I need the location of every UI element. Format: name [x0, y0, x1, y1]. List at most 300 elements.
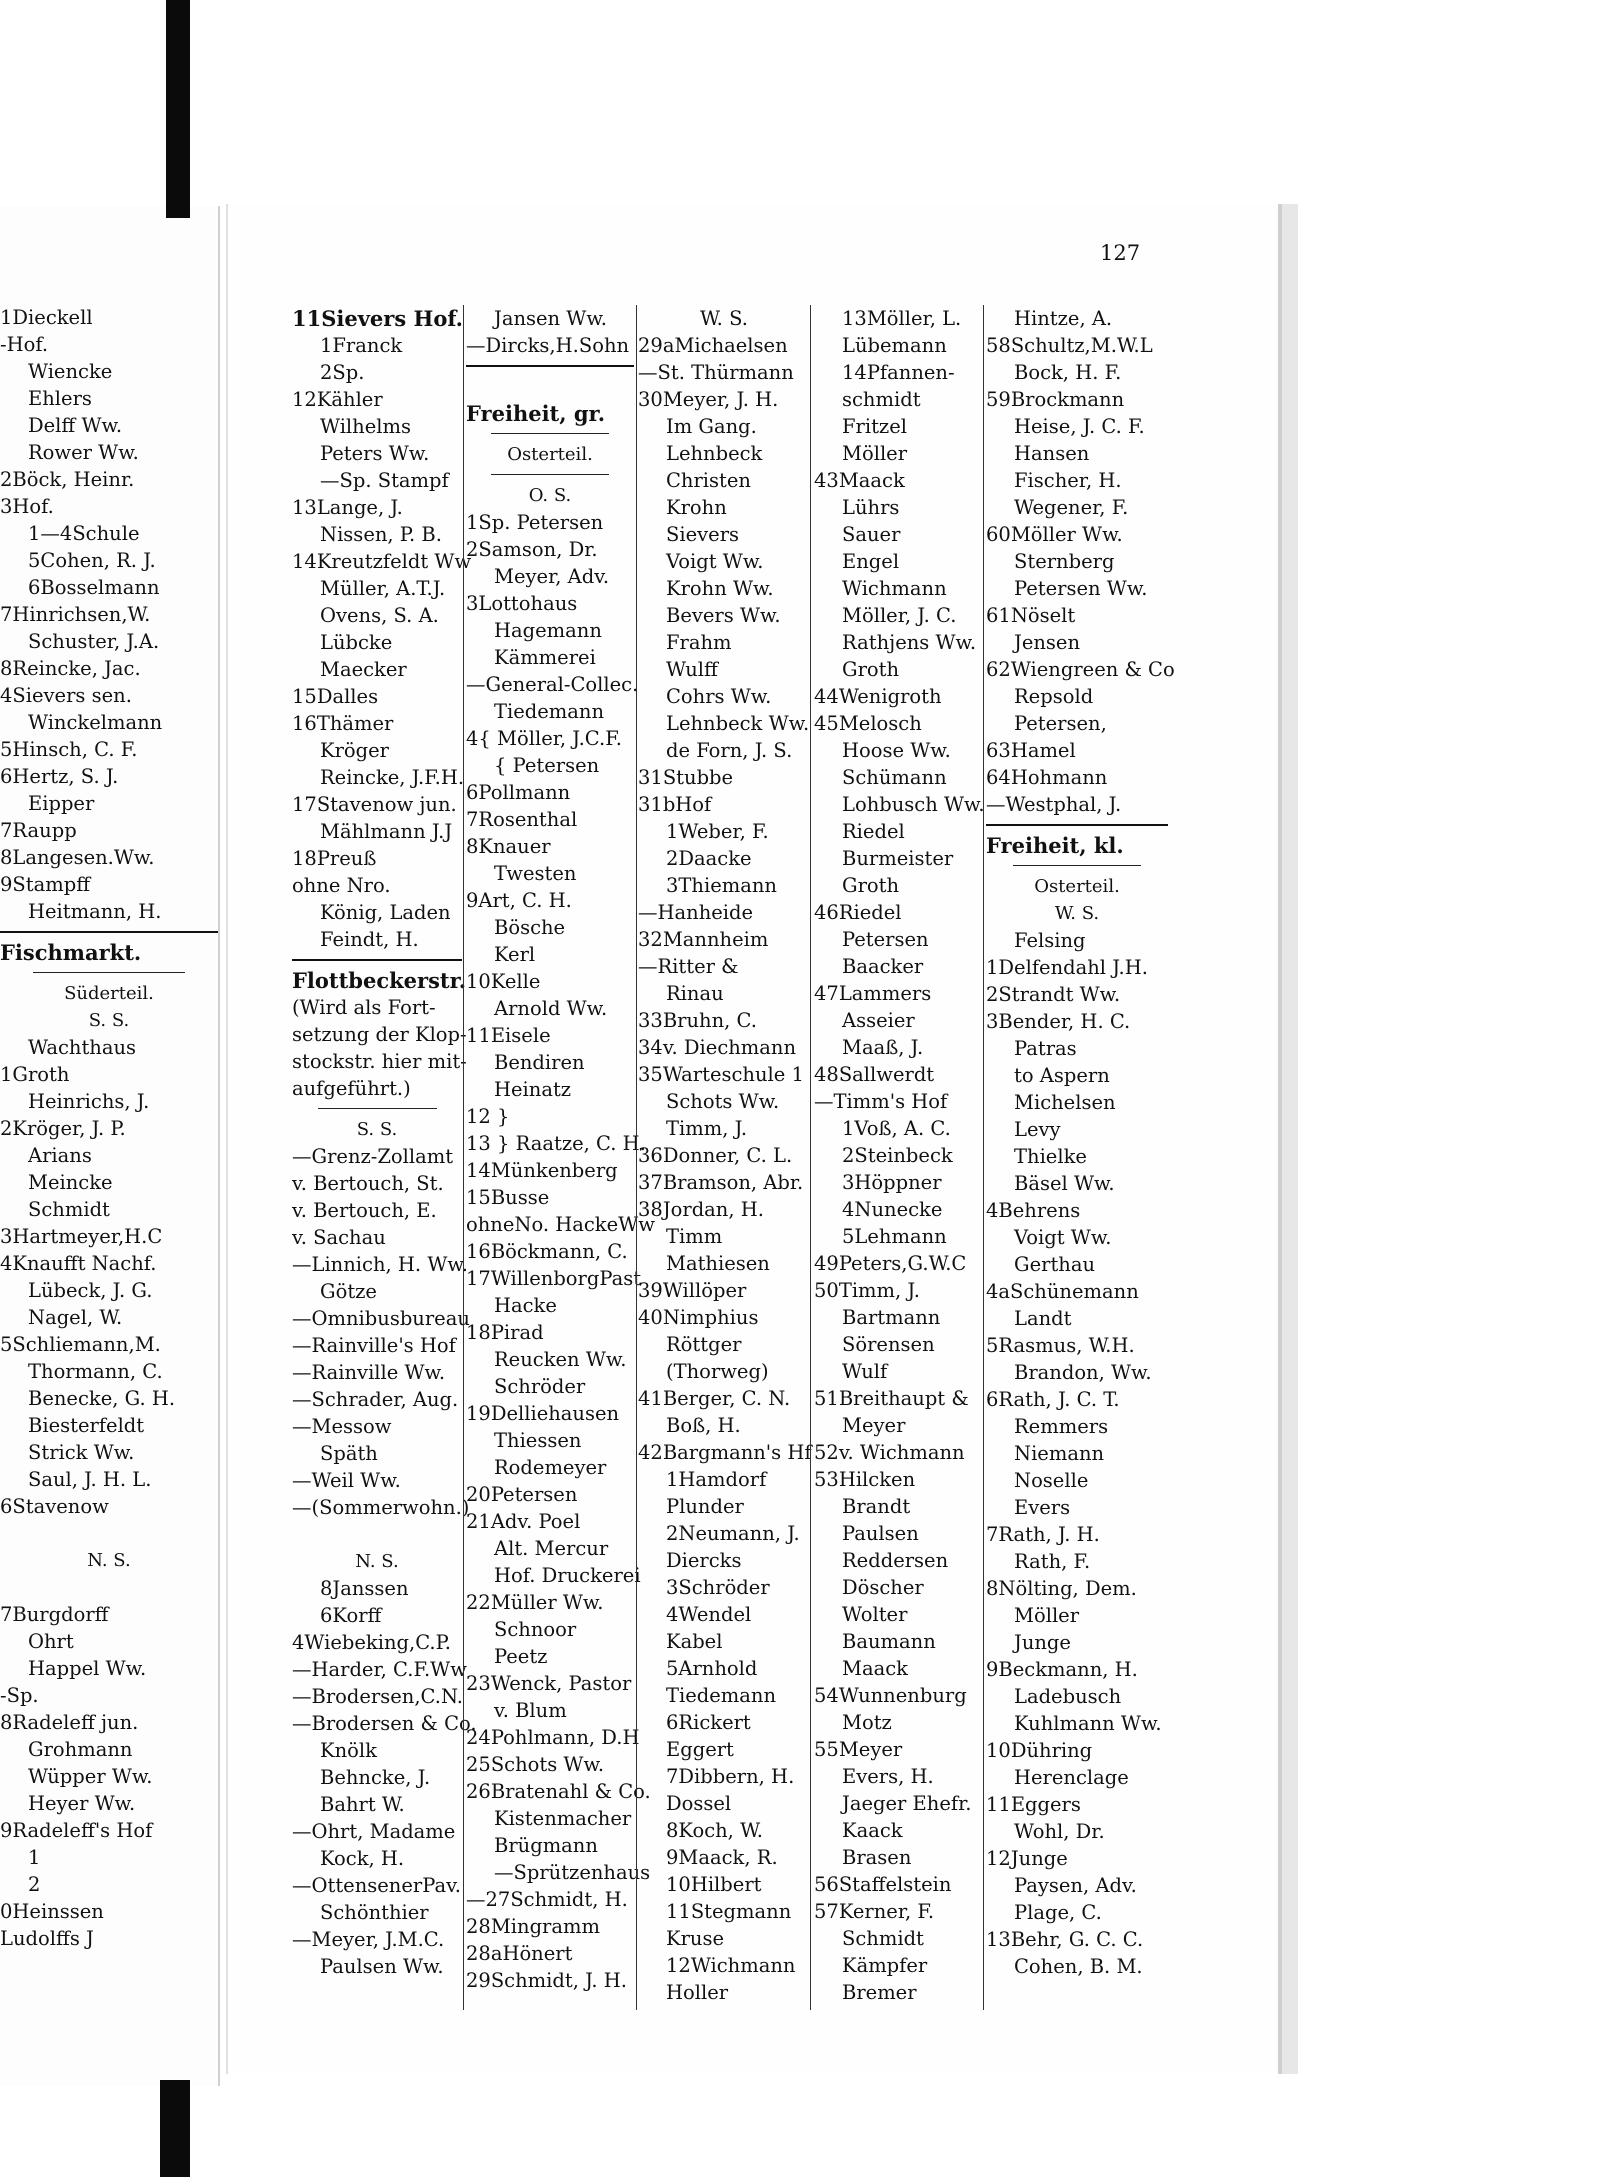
directory-entry: 3Hartmeyer,H.C — [0, 1225, 163, 1248]
directory-entry: 12Wichmann — [666, 1954, 796, 1977]
directory-entry: 34v. Diechmann — [638, 1036, 797, 1059]
column-divider — [810, 305, 811, 2010]
directory-entry: stockstr. hier mit- — [292, 1050, 467, 1073]
directory-entry: 4Wiebeking,C.P. — [292, 1631, 451, 1654]
directory-entry: Nissen, P. B. — [320, 523, 442, 546]
directory-entry: 8Radeleff jun. — [0, 1711, 139, 1734]
directory-entry: Röttger — [666, 1333, 742, 1356]
directory-entry: 17WillenborgPast — [466, 1267, 642, 1290]
directory-entry: Rath, F. — [1014, 1550, 1091, 1573]
directory-entry: 38Jordan, H. — [638, 1198, 764, 1221]
directory-entry: 1Weber, F. — [666, 820, 769, 843]
directory-entry: v. Bertouch, E. — [292, 1199, 437, 1222]
directory-entry: schmidt — [842, 388, 921, 411]
directory-entry: 44Wenigroth — [814, 685, 942, 708]
directory-entry: 35Warteschule 1 — [638, 1063, 804, 1086]
directory-entry: Peetz — [494, 1645, 548, 1668]
directory-entry: 6Korff — [320, 1604, 382, 1627]
directory-entry: Ovens, S. A. — [320, 604, 439, 627]
directory-entry: 5Rasmus, W.H. — [986, 1334, 1135, 1357]
directory-entry: Meyer, Adv. — [494, 565, 610, 588]
directory-entry: 1Dieckell — [0, 306, 93, 329]
directory-entry: 14Pfannen- — [842, 361, 955, 384]
left-page-column — [0, 304, 218, 1952]
directory-entry: 5Hinsch, C. F. — [0, 738, 138, 761]
directory-entry: 14Kreutzfeldt Ww — [292, 550, 472, 573]
directory-entry: Möller — [842, 442, 908, 465]
directory-entry: Bevers Ww. — [666, 604, 781, 627]
directory-entry: 12Kähler — [292, 388, 383, 411]
directory-entry: 9Stampff — [0, 873, 91, 896]
directory-column-1 — [292, 305, 477, 1980]
directory-entry: Eipper — [28, 792, 95, 815]
directory-entry: Rower Ww. — [28, 441, 139, 464]
directory-entry: 46Riedel — [814, 901, 902, 924]
directory-entry: (Wird als Fort- — [292, 996, 436, 1019]
directory-entry: Hagemann — [494, 619, 602, 642]
directory-entry: 1Delfendahl J.H. — [986, 956, 1148, 979]
directory-entry: Frahm — [666, 631, 732, 654]
directory-entry: Junge — [1014, 1631, 1071, 1654]
directory-entry: 4Wendel — [666, 1603, 752, 1626]
directory-entry: —General-Collec. — [466, 673, 639, 696]
directory-entry: Repsold — [1014, 685, 1094, 708]
directory-entry: 40Nimphius — [638, 1306, 759, 1329]
directory-entry: Fritzel — [842, 415, 907, 438]
directory-entry: —Schrader, Aug. — [292, 1388, 459, 1411]
directory-entry: Boß, H. — [666, 1414, 741, 1437]
directory-entry: 2 — [28, 1873, 41, 1896]
directory-entry: Bäsel Ww. — [1014, 1172, 1115, 1195]
directory-entry: Behncke, J. — [320, 1766, 431, 1789]
directory-entry: 15Busse — [466, 1186, 550, 1209]
directory-entry: König, Laden — [320, 901, 451, 924]
directory-entry: 7Burgdorff — [0, 1603, 109, 1626]
section-label: N. S. — [355, 1551, 399, 1572]
directory-entry: 2Steinbeck — [842, 1144, 953, 1167]
directory-entry: v. Blum — [494, 1699, 567, 1722]
directory-entry: Voigt Ww. — [666, 550, 764, 573]
directory-entry: Brandon, Ww. — [1014, 1361, 1152, 1384]
directory-entry: ohne Nro. — [292, 874, 391, 897]
directory-entry: 12Junge — [986, 1847, 1068, 1870]
directory-entry: to Aspern — [1014, 1064, 1110, 1087]
directory-entry: 9Art, C. H. — [466, 889, 572, 912]
directory-entry: 2Böck, Heinr. — [0, 468, 135, 491]
directory-entry: 7Dibbern, H. — [666, 1765, 795, 1788]
column-divider — [636, 305, 637, 2010]
directory-entry: aufgeführt.) — [292, 1077, 411, 1100]
directory-entry: 2Samson, Dr. — [466, 538, 598, 561]
directory-entry: Plage, C. — [1014, 1901, 1102, 1924]
directory-entry: Wiencke — [28, 360, 113, 383]
directory-entry: Sievers — [666, 523, 740, 546]
directory-entry: Bösche — [494, 916, 566, 939]
directory-entry: 5Cohen, R. J. — [28, 549, 156, 572]
directory-entry: Herenclage — [1014, 1766, 1129, 1789]
directory-entry: Krohn — [666, 496, 727, 519]
section-label: Osterteil. — [1034, 876, 1120, 897]
directory-entry: 6Stavenow — [0, 1495, 109, 1518]
directory-entry: Heitmann, H. — [28, 900, 162, 923]
directory-entry: Thormann, C. — [28, 1360, 163, 1383]
directory-entry: 60Möller Ww. — [986, 523, 1123, 546]
left-page-fragment — [0, 206, 220, 2086]
directory-entry: —Weil Ww. — [292, 1469, 401, 1492]
directory-entry: Bendiren — [494, 1051, 585, 1074]
directory-column-4 — [814, 305, 985, 2006]
directory-entry: —Hanheide — [638, 901, 754, 924]
directory-entry: Wolter — [842, 1603, 908, 1626]
directory-entry: Voigt Ww. — [1014, 1226, 1112, 1249]
directory-entry: Kistenmacher — [494, 1807, 632, 1830]
directory-entry: Sternberg — [1014, 550, 1115, 573]
directory-entry: Reincke, J.F.H. — [320, 766, 465, 789]
directory-entry: Heinrichs, J. — [28, 1090, 150, 1113]
directory-entry: Rinau — [666, 982, 724, 1005]
directory-entry: 24Pohlmann, D.H — [466, 1726, 640, 1749]
directory-entry: 47Lammers — [814, 982, 932, 1005]
directory-entry: Reucken Ww. — [494, 1348, 627, 1371]
directory-entry: Wachthaus — [28, 1036, 137, 1059]
directory-entry: Kämmerei — [494, 646, 596, 669]
directory-entry: 45Melosch — [814, 712, 922, 735]
directory-entry: Ehlers — [28, 387, 92, 410]
directory-entry: —St. Thürmann — [638, 361, 794, 384]
directory-entry: Groth — [842, 658, 900, 681]
directory-entry: 8Nölting, Dem. — [986, 1577, 1137, 1600]
directory-entry: Timm — [666, 1225, 723, 1248]
directory-entry: 6Bosselmann — [28, 576, 160, 599]
directory-entry: 28aHönert — [466, 1942, 573, 1965]
directory-entry: Remmers — [1014, 1415, 1109, 1438]
directory-entry: Kabel — [666, 1630, 723, 1653]
directory-entry: 1Hamdorf — [666, 1468, 767, 1491]
directory-entry: 4{ Möller, J.C.F. — [466, 727, 622, 750]
directory-entry: 56Staffelstein — [814, 1873, 952, 1896]
directory-entry: Timm, J. — [666, 1117, 748, 1140]
page-number: 127 — [1100, 241, 1141, 265]
directory-entry: 15Dalles — [292, 685, 379, 708]
directory-entry: Kerl — [494, 943, 536, 966]
directory-entry: Cohen, B. M. — [1014, 1955, 1143, 1978]
directory-entry: —Ritter & — [638, 955, 739, 978]
directory-entry: 14Münkenberg — [466, 1159, 618, 1182]
directory-entry: 8Janssen — [320, 1577, 409, 1600]
directory-entry: Grohmann — [28, 1738, 133, 1761]
directory-entry: 1Groth — [0, 1063, 70, 1086]
directory-entry: Bremer — [842, 1981, 917, 2004]
directory-entry: Sauer — [842, 523, 901, 546]
directory-entry: —Sp. Stampf — [320, 469, 449, 492]
directory-entry: 11Stegmann — [666, 1900, 792, 1923]
directory-entry: 55Meyer — [814, 1738, 903, 1761]
directory-entry: Lübeck, J. G. — [28, 1279, 153, 1302]
directory-entry: 8Reincke, Jac. — [0, 657, 141, 680]
directory-entry: Dossel — [666, 1792, 732, 1815]
directory-entry: 0Heinssen — [0, 1900, 104, 1923]
directory-entry: setzung der Klop- — [292, 1023, 467, 1046]
section-label: Süderteil. — [64, 983, 154, 1004]
directory-entry: Meyer — [842, 1414, 906, 1437]
divider-rule — [0, 966, 218, 980]
directory-entry: —Brodersen & Co. — [292, 1712, 477, 1735]
directory-entry: Wilhelms — [320, 415, 412, 438]
directory-entry: Tiedemann — [666, 1684, 777, 1707]
section-label: Osterteil. — [507, 444, 593, 465]
directory-entry: Kröger — [320, 739, 389, 762]
directory-entry: 36Donner, C. L. — [638, 1144, 793, 1167]
directory-entry: —Omnibusbureau — [292, 1307, 470, 1330]
directory-entry: Schuster, J.A. — [28, 630, 160, 653]
directory-entry: Happel Ww. — [28, 1657, 147, 1680]
directory-entry: 58Schultz,M.W.L — [986, 334, 1153, 357]
directory-entry: Maack — [842, 1657, 908, 1680]
directory-entry: Rathjens Ww. — [842, 631, 977, 654]
directory-entry: 42Bargmann's Hf — [638, 1441, 812, 1464]
directory-entry: 3Bender, H. C. — [986, 1010, 1131, 1033]
directory-entry: 18Preuß — [292, 847, 377, 870]
directory-entry: v. Sachau — [292, 1226, 386, 1249]
directory-entry: Ladebusch — [1014, 1685, 1122, 1708]
directory-entry: Evers, H. — [842, 1765, 934, 1788]
directory-entry: 19Delliehausen — [466, 1402, 620, 1425]
directory-entry: Baacker — [842, 955, 924, 978]
directory-column-2 — [466, 305, 655, 1994]
directory-entry: Knölk — [320, 1739, 377, 1762]
directory-entry: 1Sp. Petersen — [466, 511, 604, 534]
directory-entry: 6Rickert — [666, 1711, 751, 1734]
directory-entry: 2Neumann, J. — [666, 1522, 800, 1545]
directory-entry: Arians — [28, 1144, 92, 1167]
directory-entry: Kämpfer — [842, 1954, 928, 1977]
directory-entry: Hacke — [494, 1294, 557, 1317]
directory-entry: 53Hilcken — [814, 1468, 916, 1491]
directory-entry: { Petersen — [494, 754, 600, 777]
directory-entry: Saul, J. H. L. — [28, 1468, 152, 1491]
directory-entry: Paulsen — [842, 1522, 919, 1545]
directory-entry: —Dircks,H.Sohn — [466, 334, 630, 357]
street-heading: Flottbeckerstr. — [292, 968, 467, 993]
directory-entry: Schmidt — [28, 1198, 110, 1221]
directory-entry: Wüpper Ww. — [28, 1765, 153, 1788]
directory-entry: 63Hamel — [986, 739, 1076, 762]
directory-entry: Petersen — [842, 928, 929, 951]
divider-rule — [292, 1102, 462, 1116]
directory-entry: Diercks — [666, 1549, 742, 1572]
directory-entry: -Hof. — [0, 333, 49, 356]
directory-entry: Hoose Ww. — [842, 739, 951, 762]
divider-rule — [986, 859, 1168, 873]
directory-entry: —Brodersen,C.N. — [292, 1685, 463, 1708]
directory-entry: Reddersen — [842, 1549, 949, 1572]
directory-entry: 6Hertz, S. J. — [0, 765, 119, 788]
section-label: O. S. — [528, 485, 572, 506]
directory-entry: 28Mingramm — [466, 1915, 600, 1938]
directory-entry: Holler — [666, 1981, 729, 2004]
directory-entry: 7Rosenthal — [466, 808, 578, 831]
directory-entry: —27Schmidt, H. — [466, 1888, 628, 1911]
directory-entry: 13Lange, J. — [292, 496, 403, 519]
directory-entry: Fischer, H. — [1014, 469, 1122, 492]
directory-entry: —Sprützenhaus — [494, 1861, 651, 1884]
directory-entry: Müller, A.T.J. — [320, 577, 446, 600]
directory-entry: 3Hof. — [0, 495, 54, 518]
directory-entry: 6Rath, J. C. T. — [986, 1388, 1120, 1411]
directory-entry: 4aSchünemann — [986, 1280, 1139, 1303]
directory-entry: Heyer Ww. — [28, 1792, 136, 1815]
directory-entry: 6Pollmann — [466, 781, 571, 804]
directory-entry: Burmeister — [842, 847, 954, 870]
section-label: W. S. — [700, 307, 748, 330]
directory-entry: Motz — [842, 1711, 892, 1734]
directory-entry: de Forn, J. S. — [666, 739, 793, 762]
directory-entry: 16Böckmann, C. — [466, 1240, 628, 1263]
directory-column-3 — [638, 305, 810, 2006]
directory-entry: Bartmann — [842, 1306, 941, 1329]
blank-line — [466, 373, 634, 400]
directory-entry: -Sp. — [0, 1684, 39, 1707]
directory-entry: 1Franck — [320, 334, 403, 357]
directory-entry: Baumann — [842, 1630, 936, 1653]
directory-entry: Kruse — [666, 1927, 724, 1950]
directory-entry: Noselle — [1014, 1469, 1089, 1492]
directory-entry: 61Nöselt — [986, 604, 1076, 627]
directory-entry: 7Rath, J. H. — [986, 1523, 1100, 1546]
directory-entry: 5Lehmann — [842, 1225, 947, 1248]
directory-entry: Bahrt W. — [320, 1793, 405, 1816]
directory-entry: Schröder — [494, 1375, 586, 1398]
directory-entry: 10Dühring — [986, 1739, 1093, 1762]
directory-entry: Petersen Ww. — [1014, 577, 1148, 600]
directory-entry: 9Maack, R. — [666, 1846, 778, 1869]
directory-entry: 7Raupp — [0, 819, 77, 842]
directory-entry: Lührs — [842, 496, 900, 519]
directory-entry: 64Hohmann — [986, 766, 1108, 789]
directory-entry: Sörensen — [842, 1333, 935, 1356]
directory-entry: Plunder — [666, 1495, 744, 1518]
directory-entry: 4Knaufft Nachf. — [0, 1252, 157, 1275]
directory-entry: Arnold Ww. — [494, 997, 608, 1020]
directory-entry: Götze — [320, 1280, 377, 1303]
directory-entry: Hintze, A. — [1014, 307, 1113, 330]
directory-entry: Winckelmann — [28, 711, 163, 734]
directory-entry: —Westphal, J. — [986, 793, 1122, 816]
directory-entry: Christen — [666, 469, 751, 492]
directory-entry: —Rainville Ww. — [292, 1361, 446, 1384]
directory-entry: Hof. Druckerei — [494, 1564, 641, 1587]
directory-entry: 29Schmidt, J. H. — [466, 1969, 627, 1992]
divider-rule — [986, 818, 1168, 832]
directory-entry: Bock, H. F. — [1014, 361, 1122, 384]
directory-entry: Peters Ww. — [320, 442, 430, 465]
directory-entry: Meincke — [28, 1171, 113, 1194]
directory-entry: 30Meyer, J. H. — [638, 388, 779, 411]
directory-entry: 3Schröder — [666, 1576, 770, 1599]
directory-entry: 8Koch, W. — [666, 1819, 763, 1842]
blank-line — [292, 1521, 462, 1548]
directory-entry: Schmidt — [842, 1927, 924, 1950]
directory-entry: 10Kelle — [466, 970, 541, 993]
directory-entry: —Messow — [292, 1415, 392, 1438]
directory-entry: Mathiesen — [666, 1252, 770, 1275]
directory-entry: 23Wenck, Pastor — [466, 1672, 632, 1695]
directory-entry: Lehnbeck — [666, 442, 763, 465]
directory-entry: 50Timm, J. — [814, 1279, 920, 1302]
column-divider — [983, 305, 984, 2010]
directory-entry: Strick Ww. — [28, 1441, 135, 1464]
directory-entry: Asseier — [842, 1009, 915, 1032]
directory-entry: Wegener, F. — [1014, 496, 1129, 519]
directory-entry: 5Schliemann,M. — [0, 1333, 161, 1356]
directory-entry: 4Behrens — [986, 1199, 1081, 1222]
directory-entry: Maaß, J. — [842, 1036, 924, 1059]
directory-entry: Kaack — [842, 1819, 903, 1842]
directory-entry: 2Strandt Ww. — [986, 983, 1121, 1006]
directory-entry: Krohn Ww. — [666, 577, 774, 600]
directory-entry: —Meyer, J.M.C. — [292, 1928, 445, 1951]
directory-entry: Patras — [1014, 1037, 1077, 1060]
directory-entry: Wulf — [842, 1360, 888, 1383]
directory-column-5 — [986, 305, 1175, 1980]
directory-entry: Rodemeyer — [494, 1456, 607, 1479]
directory-entry: 41Berger, C. N. — [638, 1387, 791, 1410]
directory-entry: Späth — [320, 1442, 378, 1465]
directory-entry: —Ohrt, Madame — [292, 1820, 456, 1843]
directory-entry: Paysen, Adv. — [1014, 1874, 1137, 1897]
divider-rule — [466, 427, 634, 441]
section-label: W. S. — [1054, 903, 1100, 924]
directory-entry: Schnoor — [494, 1618, 577, 1641]
directory-entry: 22Müller Ww. — [466, 1591, 604, 1614]
binding-strip-top — [166, 0, 190, 218]
directory-entry: Brügmann — [494, 1834, 598, 1857]
directory-entry: 43Maack — [814, 469, 905, 492]
directory-entry: Wohl, Dr. — [1014, 1820, 1105, 1843]
directory-entry: 31Stubbe — [638, 766, 734, 789]
directory-entry: Ludolffs J — [0, 1927, 94, 1950]
directory-entry: Evers — [1014, 1496, 1071, 1519]
directory-entry: 13 } Raatze, C. H. — [466, 1132, 646, 1155]
directory-entry: 4Nunecke — [842, 1198, 943, 1221]
directory-entry: Heise, J. C. F. — [1014, 415, 1145, 438]
directory-entry: Kuhlmann Ww. — [1014, 1712, 1162, 1735]
directory-entry: Lehnbeck Ww. — [666, 712, 810, 735]
section-label: S. S. — [356, 1119, 398, 1140]
directory-entry: Wulff — [666, 658, 718, 681]
directory-entry: 1Voß, A. C. — [842, 1117, 951, 1140]
directory-entry: Benecke, G. H. — [28, 1387, 176, 1410]
directory-entry: —Rainville's Hof — [292, 1334, 456, 1357]
directory-entry: 62Wiengreen & Co — [986, 658, 1175, 681]
directory-entry: (Thorweg) — [666, 1360, 769, 1383]
directory-entry: Twesten — [494, 862, 577, 885]
directory-entry: Felsing — [1014, 929, 1086, 952]
section-label: S. S. — [88, 1010, 130, 1031]
directory-entry: Schümann — [842, 766, 947, 789]
divider-rule — [466, 359, 634, 373]
directory-entry: Paulsen Ww. — [320, 1955, 444, 1978]
directory-entry: Levy — [1014, 1118, 1061, 1141]
directory-entry: 8Langesen.Ww. — [0, 846, 155, 869]
directory-entry: —Linnich, H. Ww. — [292, 1253, 468, 1276]
directory-entry: Kock, H. — [320, 1847, 405, 1870]
directory-entry: 3Thiemann — [666, 874, 777, 897]
directory-entry: Lübemann — [842, 334, 947, 357]
directory-entry: 13Möller, L. — [842, 307, 962, 330]
directory-entry: Wichmann — [842, 577, 947, 600]
section-label: N. S. — [87, 1550, 131, 1571]
